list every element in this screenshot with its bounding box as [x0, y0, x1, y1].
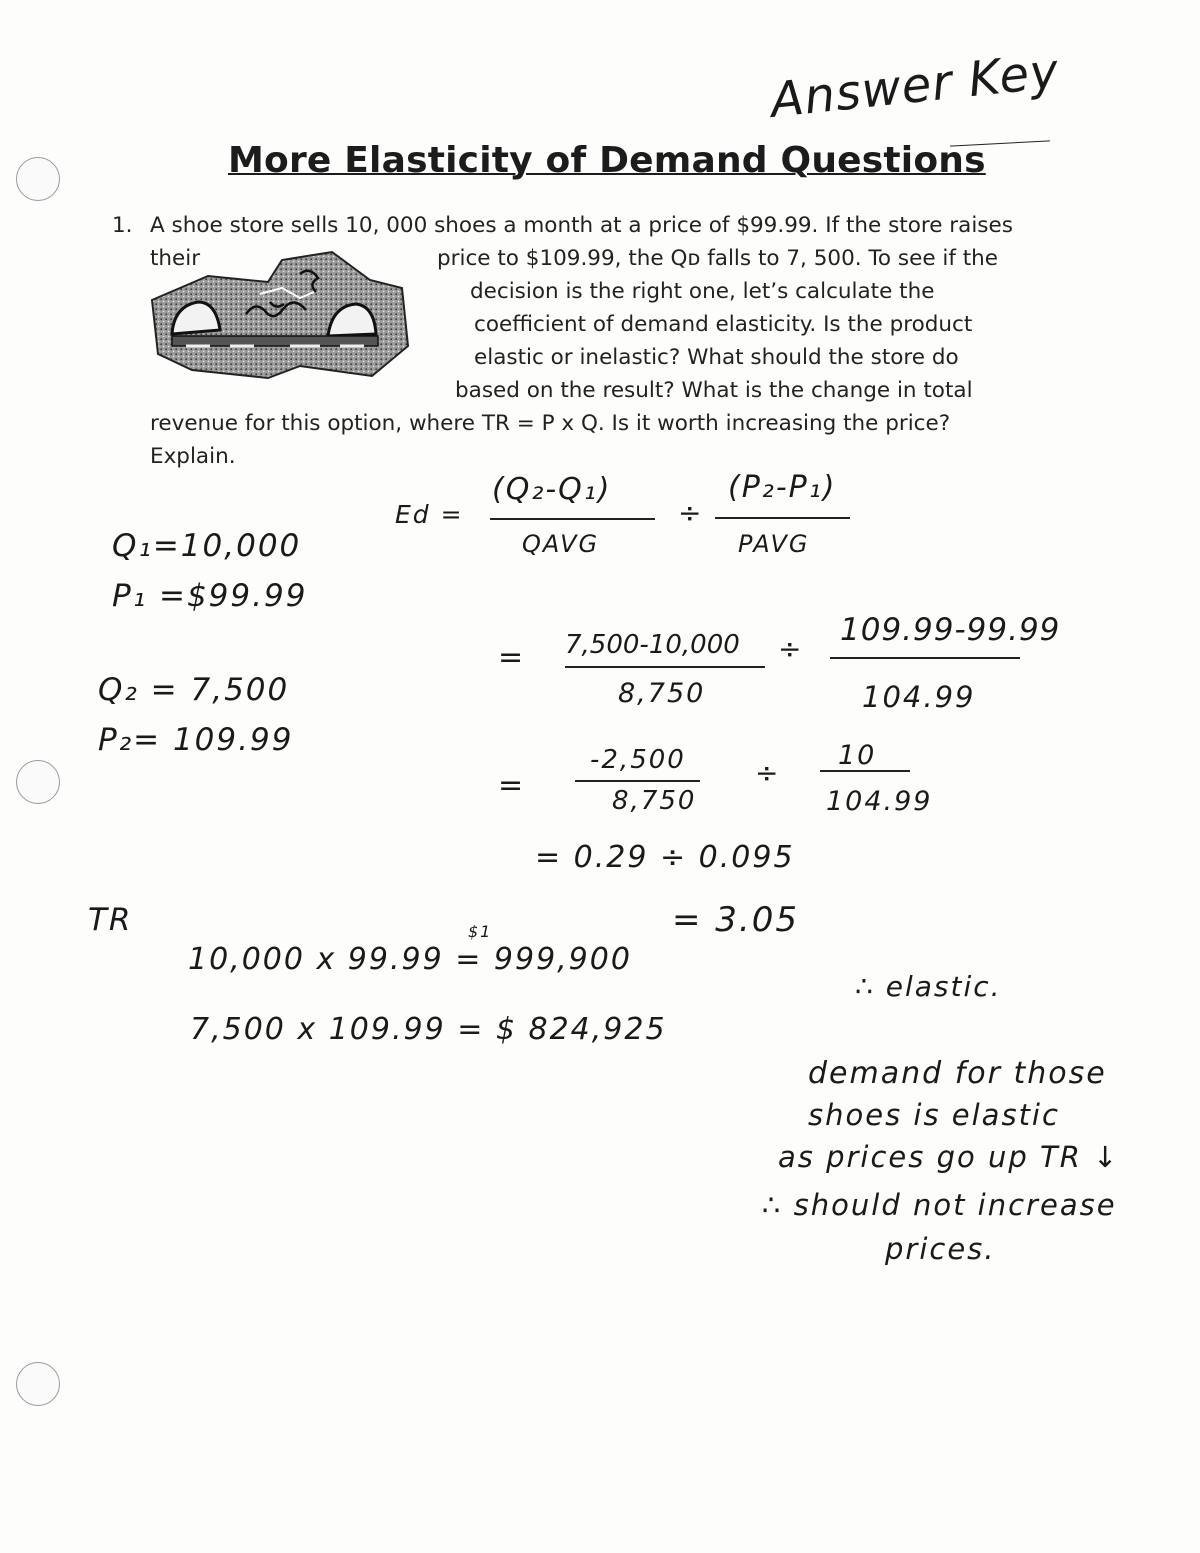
step3-line: = 0.29 ÷ 0.095	[535, 840, 795, 875]
explanation-line: demand for those	[808, 1056, 1107, 1091]
formula-label: Ed =	[395, 500, 464, 529]
formula-num-left: (Q₂-Q₁)	[492, 472, 612, 507]
question-line: their	[150, 246, 201, 271]
step1-bar-right	[830, 657, 1020, 659]
step1-den-right: 104.99	[862, 680, 976, 714]
question-line: coefficient of demand elasticity. Is the product	[474, 312, 973, 337]
formula-bar-right	[715, 517, 850, 519]
binder-hole-bottom	[16, 1362, 60, 1406]
given-p2: P₂= 109.99	[98, 722, 294, 758]
question-line: decision is the right one, let’s calculate the	[470, 279, 935, 304]
step2-divide: ÷	[755, 756, 781, 789]
page-title: More Elasticity of Demand Questions	[228, 140, 986, 181]
formula-den-right: PAVG	[738, 530, 810, 558]
given-q1: Q₁=10,000	[112, 528, 302, 564]
shoes-illustration	[150, 248, 412, 380]
conclusion-elastic: ∴ elastic.	[855, 970, 1002, 1003]
result-line: = 3.05	[672, 900, 799, 940]
binder-hole-top	[16, 157, 60, 201]
step1-den-left: 8,750	[618, 678, 706, 709]
explanation-line: prices.	[885, 1232, 996, 1266]
step1-num-left: 7,500-10,000	[565, 630, 740, 660]
question-line: based on the result? What is the change in total	[455, 378, 973, 403]
step1-divide: ÷	[778, 632, 804, 665]
question-line: price to $109.99, the Qᴅ falls to 7, 500. To see if the	[437, 246, 999, 271]
given-p1: P₁ =$99.99	[112, 578, 308, 614]
step2-bar-right	[820, 770, 910, 772]
binder-hole-middle	[16, 760, 60, 804]
question-line: revenue for this option, where TR = P x Q. Is it worth increasing the price?	[150, 411, 951, 436]
step2-bar-left	[575, 780, 700, 782]
formula-num-right: (P₂-P₁)	[728, 470, 837, 505]
step2-den-right: 104.99	[826, 786, 933, 817]
answer-key-annotation: Answer Key	[767, 43, 1062, 129]
step2-equals: =	[498, 768, 526, 803]
given-q2: Q₂ = 7,500	[98, 672, 290, 708]
explanation-line: as prices go up TR ↓	[778, 1140, 1120, 1174]
question-line: Explain.	[150, 444, 236, 469]
step2-num-left: -2,500	[590, 745, 686, 775]
tr-line-2: 7,500 x 109.99 = $ 824,925	[190, 1012, 667, 1047]
question-line: A shoe store sells 10, 000 shoes a month at a price of $99.99. If the store raises	[150, 213, 1013, 238]
step1-bar-left	[565, 666, 765, 668]
step1-num-right: 109.99-99.99	[840, 612, 1061, 648]
tr-line-1: 10,000 x 99.99 = 999,900	[188, 942, 632, 977]
formula-divide: ÷	[678, 496, 704, 529]
tr-money-note: $1	[468, 922, 493, 941]
step1-equals: =	[498, 640, 526, 675]
question-number: 1.	[112, 213, 133, 238]
question-line: elastic or inelastic? What should the store do	[474, 345, 959, 370]
explanation-line: shoes is elastic	[808, 1098, 1060, 1132]
step2-num-right: 10	[838, 740, 877, 771]
step2-den-left: 8,750	[612, 786, 697, 816]
formula-den-left: QAVG	[522, 530, 600, 558]
tr-label: TR	[88, 902, 133, 938]
explanation-line: ∴ should not increase	[762, 1188, 1117, 1222]
formula-bar-left	[490, 518, 655, 520]
